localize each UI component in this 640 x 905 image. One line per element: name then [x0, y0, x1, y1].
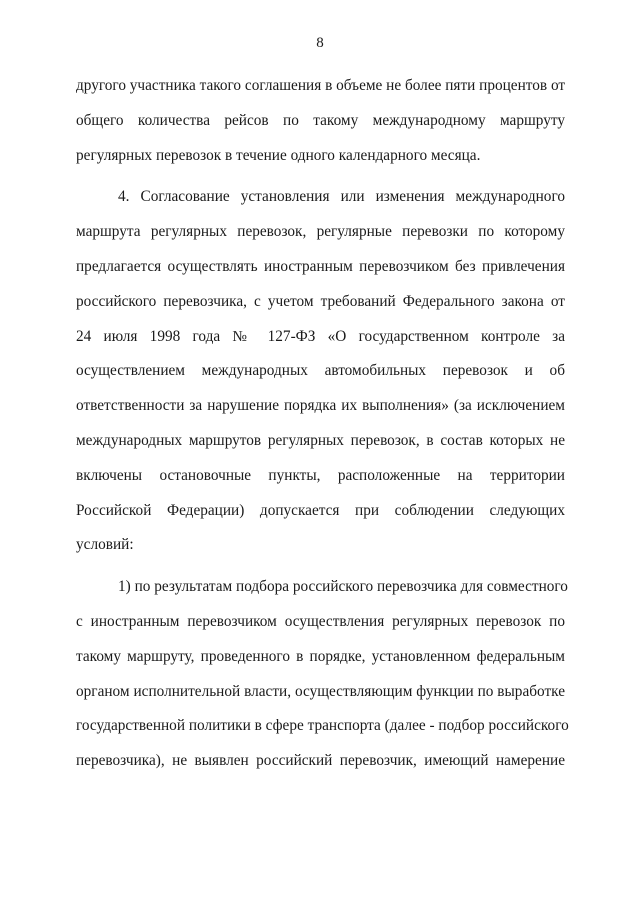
text-line: предлагается осуществлять иностранным перевозчиком без привлечения	[76, 257, 565, 275]
text-line: включены остановочные пункты, расположенные на территории	[76, 466, 565, 484]
text-line: международных маршрутов регулярных перевозок, в состав которых не	[76, 431, 565, 449]
text-line: такому маршруту, проведенного в порядке, установленном федеральным	[76, 647, 565, 665]
text-line: российского перевозчика, с учетом требований Федерального закона от	[76, 292, 565, 310]
document-body	[76, 69, 569, 779]
page-number: 8	[316, 35, 324, 51]
text-line: органом исполнительной власти, осуществляющим функции по выработке	[76, 682, 565, 700]
text-line: 1) по результатам подбора российского перевозчика для совместного	[118, 578, 568, 596]
text-line: государственной политики в сфере транспорта (далее - подбор российского	[76, 717, 569, 735]
text-line: условий:	[76, 536, 134, 554]
text-line: 24 июля 1998 года № 127-ФЗ «О государственном контроле за	[76, 327, 565, 345]
text-line: регулярных перевозок в течение одного календарного месяца.	[76, 146, 481, 164]
text-line: 4. Согласование установления или изменения международного	[118, 188, 565, 206]
text-line: маршрута регулярных перевозок, регулярные перевозки по которому	[76, 223, 565, 241]
text-line: другого участника такого соглашения в объеме не более пяти процентов от	[76, 77, 566, 94]
text-line: Российской Федерации) допускается при соблюдении следующих	[76, 501, 565, 519]
text-line: общего количества рейсов по такому международному маршруту	[76, 111, 565, 129]
text-line: перевозчика), не выявлен российский перевозчик, имеющий намерение	[76, 752, 565, 770]
text-line: с иностранным перевозчиком осуществления регулярных перевозок по	[76, 612, 565, 630]
text-line: ответственности за нарушение порядка их выполнения» (за исключением	[76, 397, 565, 415]
text-line: осуществлением международных автомобильных перевозок и об	[76, 362, 565, 380]
